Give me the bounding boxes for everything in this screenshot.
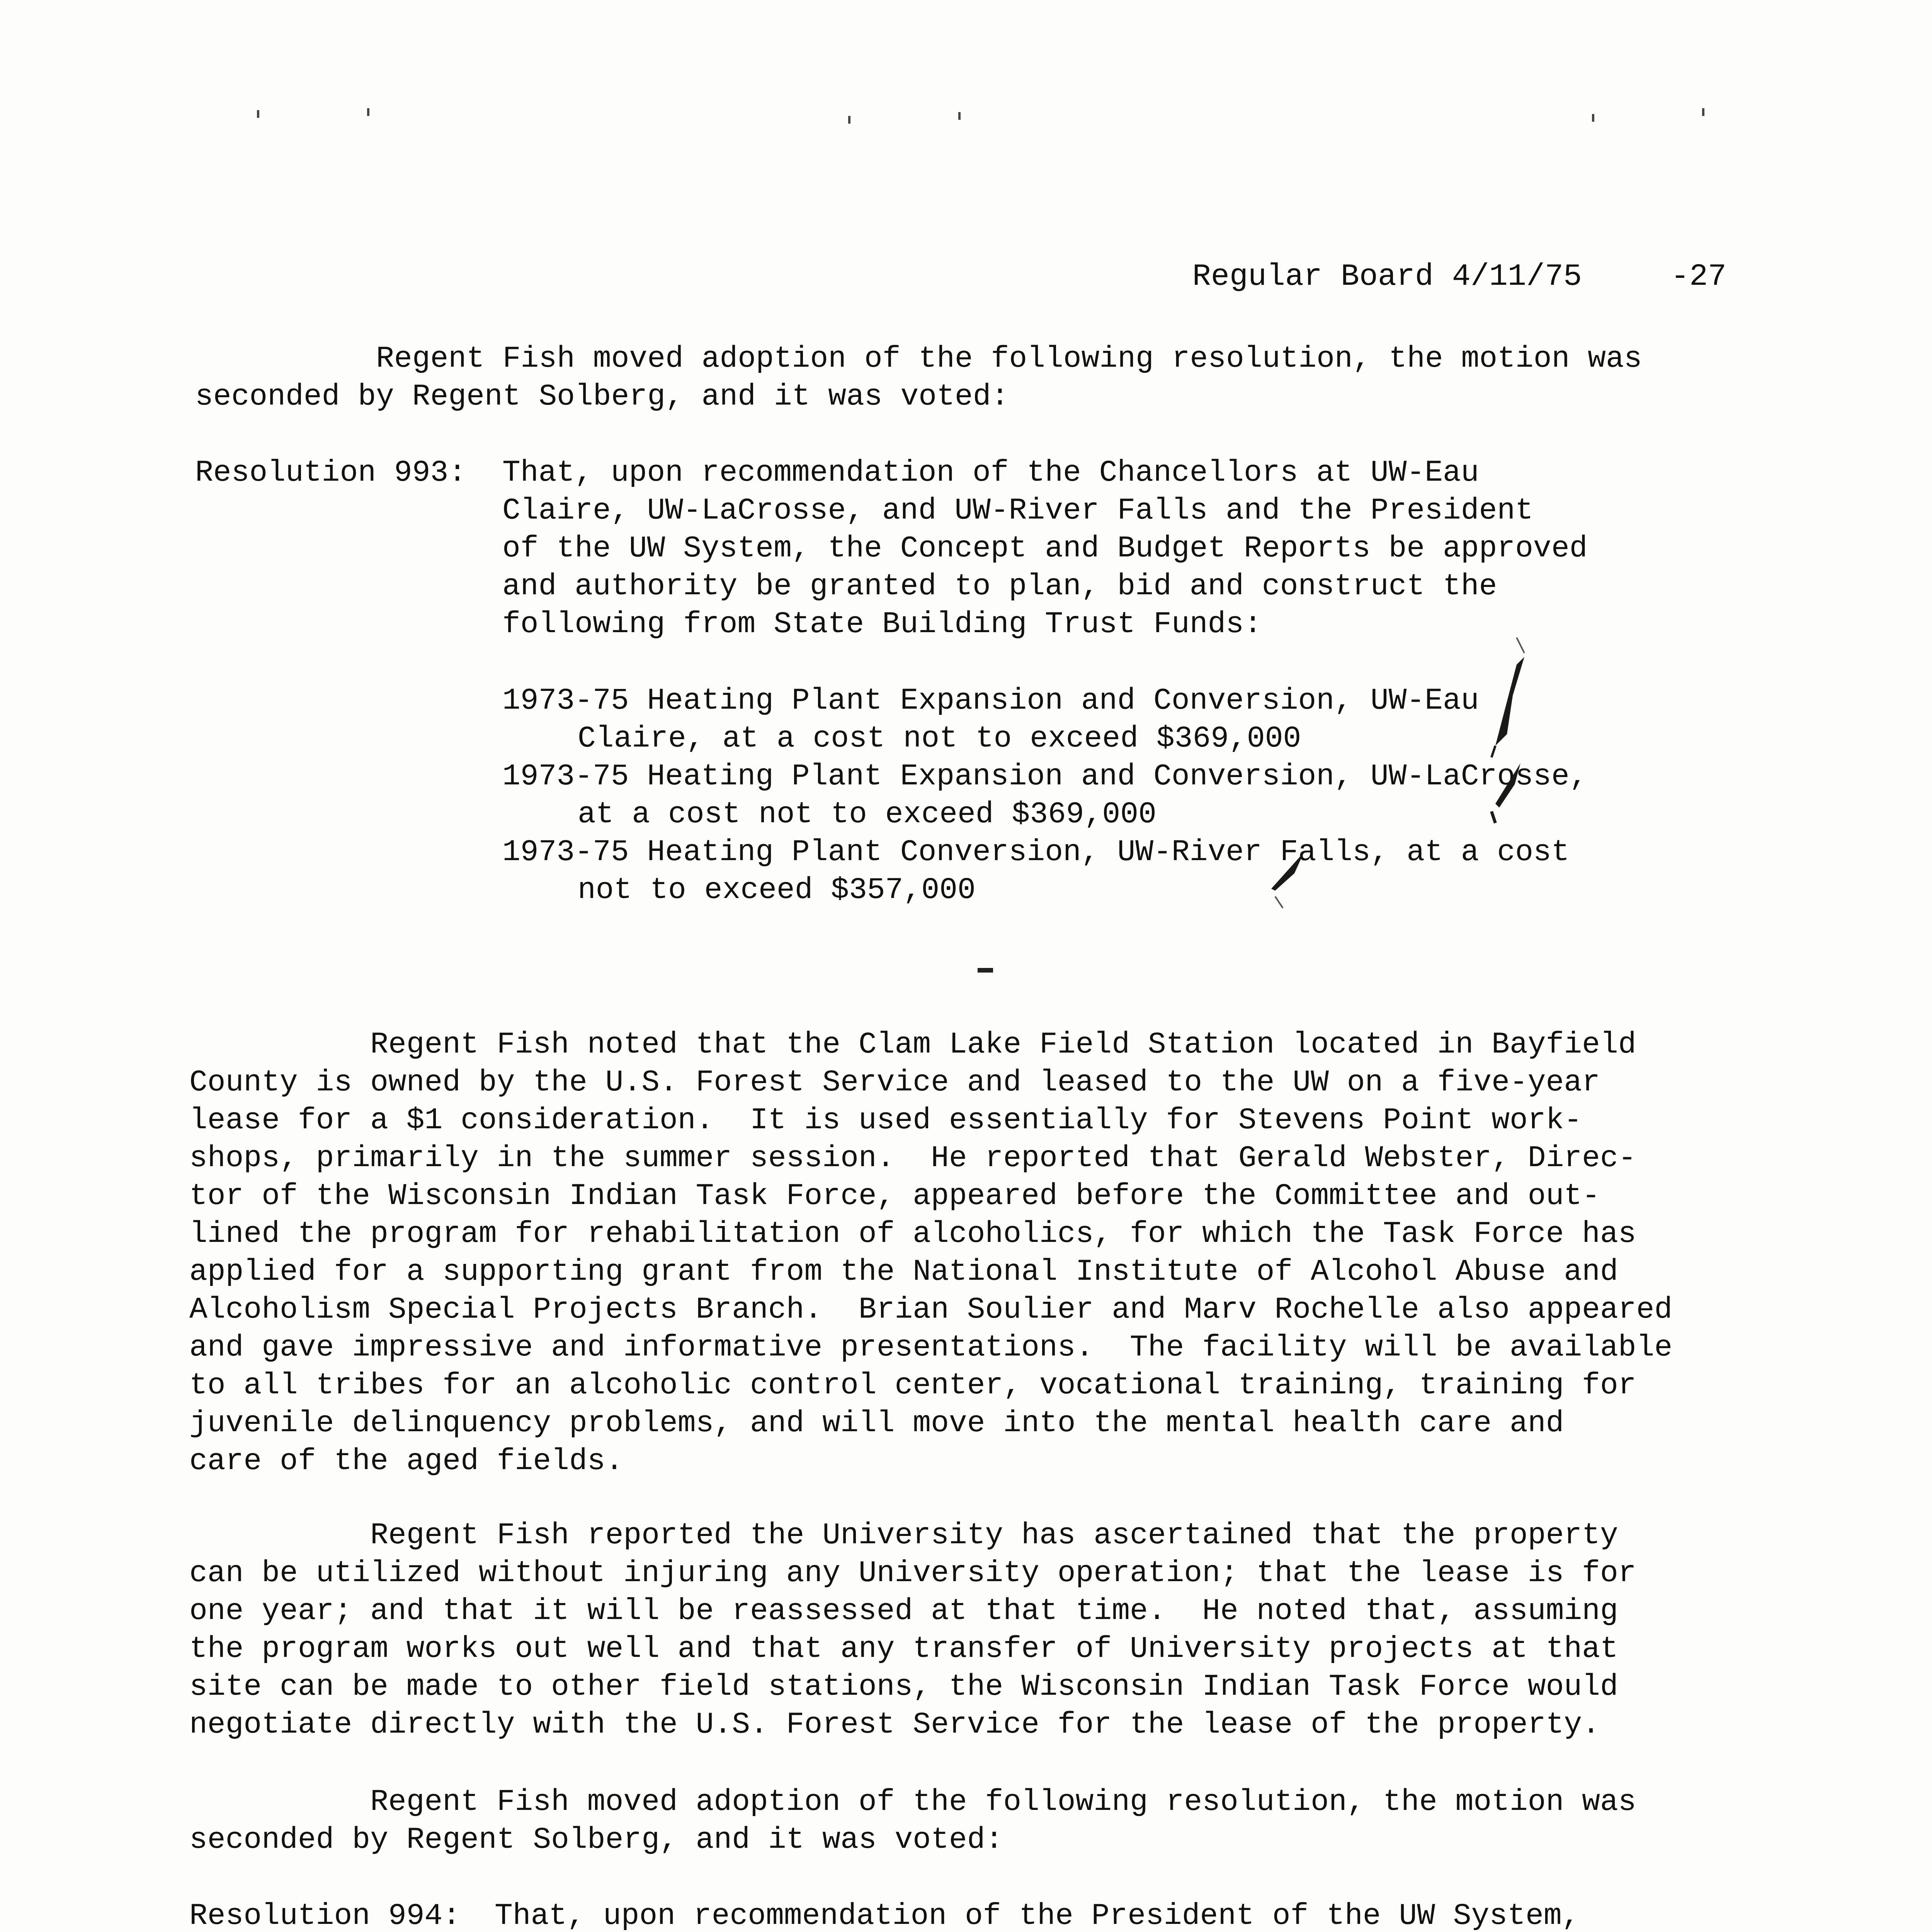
text-line: and gave impressive and informative presentations. The facility will be available [189,1331,1673,1365]
pen-slash-icon [1495,657,1524,746]
item-line: not to exceed $357,000 [578,873,976,907]
text-line: the program works out well and that any transfer of University projects at that [189,1632,1618,1666]
header-title: Regular Board 4/11/75 [1192,259,1582,294]
text-line: site can be made to other field stations, the Wisconsin Indian Task Force would [189,1670,1618,1704]
text-line: juvenile delinquency problems, and will move into the mental health care and [189,1406,1564,1440]
text-line: tor of the Wisconsin Indian Task Force, appeared before the Committee and out- [189,1179,1600,1213]
text-line: Claire, UW-LaCrosse, and UW-River Falls and the President [502,494,1534,528]
text-line: lease for a $1 consideration. It is used essentially for Stevens Point work- [189,1104,1582,1138]
text-line: negotiate directly with the U.S. Forest Service for the lease of the property. [189,1708,1600,1742]
text-line: to all tribes for an alcoholic control center, vocational training, training for [189,1369,1636,1403]
header-page-ref: -27 [1670,259,1726,294]
text-line: following from State Building Trust Funds: [502,607,1262,641]
text-line: That, upon recommendation of the Chancellors at UW-Eau [502,456,1479,490]
pen-slash-icon [1271,852,1304,891]
text-line: can be utilized without injuring any University operation; that the lease is for [189,1556,1636,1590]
item-line: 1973-75 Heating Plant Conversion, UW-River Falls, at a cost [502,835,1570,869]
text-line: County is owned by the U.S. Forest Service and leased to the UW on a five-year [189,1066,1600,1100]
pen-slash-icon [1495,763,1520,808]
text-line: lined the program for rehabilitation of alcoholics, for which the Task Force has [189,1217,1636,1251]
item-line: at a cost not to exceed $369,000 [578,798,1156,832]
text-line: Alcoholism Special Projects Branch. Brian Soulier and Marv Rochelle also appeared [189,1293,1673,1327]
text-line: of the UW System, the Concept and Budget Reports be approved [502,532,1588,566]
text-line: Regent Fish noted that the Clam Lake Field Station located in Bayfield [189,1028,1636,1062]
text-line: That, upon recommendation of the President of the UW System, [495,1899,1580,1932]
text-line: Regent Fish moved adoption of the following resolution, the motion was [189,1785,1636,1819]
pen-slash-icon [1517,638,1524,653]
pen-slash-icon [1492,746,1495,757]
text-line: Regent Fish moved adoption of the following resolution, the motion was [195,342,1642,376]
text-line: shops, primarily in the summer session. He reported that Gerald Webster, Direc- [189,1141,1636,1175]
pen-slash-icon [1492,811,1495,823]
text-line: Regent Fish reported the University has ascertained that the property [189,1519,1618,1553]
item-line: Claire, at a cost not to exceed $369,000 [578,722,1301,756]
resolution-994-label: Resolution 994: [189,1899,461,1932]
item-line: 1973-75 Heating Plant Expansion and Conversion, UW-LaCrosse, [502,760,1588,794]
text-line: seconded by Regent Solberg, and it was voted: [189,1823,1003,1857]
resolution-993-label: Resolution 993: [195,456,467,490]
text-line: care of the aged fields. [189,1444,624,1478]
text-line: applied for a supporting grant from the National Institute of Alcohol Abuse and [189,1255,1618,1289]
pen-slash-icon [1275,896,1283,908]
text-line: seconded by Regent Solberg, and it was voted: [195,380,1009,414]
item-line: 1973-75 Heating Plant Expansion and Conversion, UW-Eau [502,684,1479,718]
text-line: one year; and that it will be reassessed at that time. He noted that, assuming [189,1594,1618,1628]
text-line: and authority be granted to plan, bid and construct the [502,570,1497,604]
